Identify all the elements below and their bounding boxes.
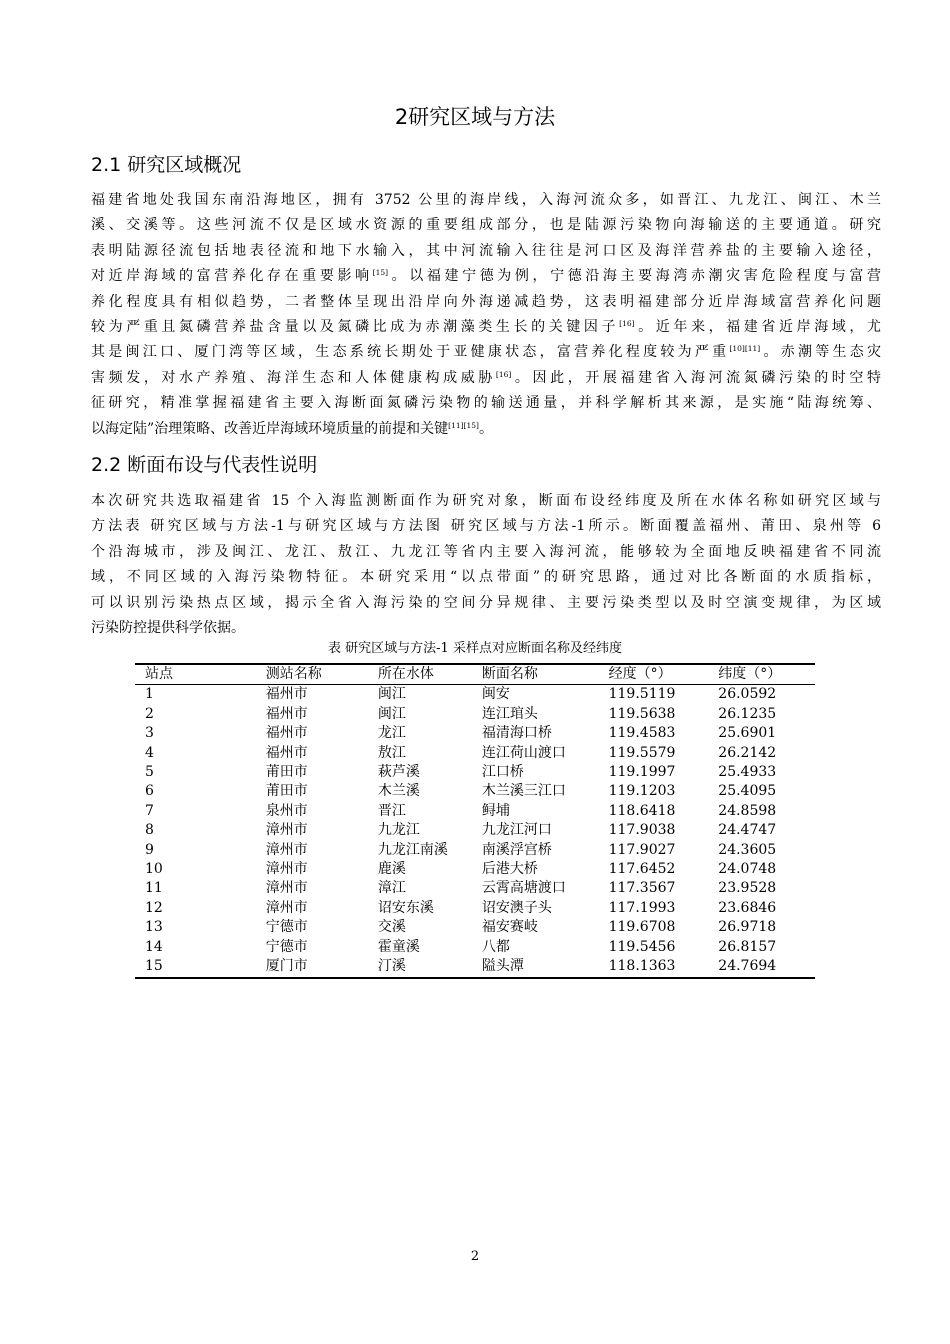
line-text-continued: 。近年来，福建省近岸海域，尤 bbox=[634, 318, 882, 335]
header-longitude: 经度（°） bbox=[608, 666, 672, 682]
cell-site: 13 bbox=[145, 919, 163, 936]
table-body bbox=[135, 685, 815, 978]
cell-station-name: 宁德市 bbox=[265, 919, 308, 936]
table-row bbox=[135, 899, 815, 918]
line-text: 溪、交溪等。这些河流不仅是区域水资源的重要组成部分，也是陆源污染物向海输送的主要通道。研究 bbox=[91, 217, 881, 234]
line-text-continued: 。 bbox=[478, 420, 493, 437]
cell-longitude: 117.9038 bbox=[608, 822, 676, 839]
section-layout-line bbox=[91, 489, 881, 514]
cell-site: 2 bbox=[145, 705, 154, 722]
cell-station-name: 宁德市 bbox=[265, 938, 308, 955]
cell-station-name: 泉州市 bbox=[265, 802, 308, 819]
citation-superscript: [10][11] bbox=[729, 344, 761, 354]
cell-longitude: 119.1203 bbox=[608, 783, 676, 800]
line-text: 方法表 研究区域与方法-1与研究区域与方法图 研究区域与方法-1所示。断面覆盖福州、莆田、泉州等 6 bbox=[91, 518, 881, 535]
header-station-name: 测站名称 bbox=[265, 666, 322, 682]
cell-latitude: 24.7694 bbox=[718, 958, 777, 975]
cell-station-name: 莆田市 bbox=[265, 783, 308, 800]
paragraph-study-area bbox=[91, 188, 881, 442]
cell-water-body: 闽江 bbox=[377, 686, 406, 703]
cell-site: 9 bbox=[145, 841, 154, 858]
cell-section-name: 江口桥 bbox=[481, 764, 524, 781]
table-row bbox=[135, 763, 815, 782]
line-text: 域，不同区域的入海污染物特征。本研究采用“以点带面”的研究思路，通过对比各断面的水质指标， bbox=[91, 569, 881, 586]
cell-longitude: 118.1363 bbox=[608, 958, 676, 975]
section-layout-line bbox=[91, 591, 881, 616]
line-text: 可以识别污染热点区域，揭示全省入海污染的空间分异规律、主要污染类型以及时空演变规律，为区域 bbox=[91, 594, 881, 611]
cell-site: 12 bbox=[145, 899, 163, 916]
cell-latitude: 23.9528 bbox=[718, 880, 777, 897]
cell-section-name: 福清海口桥 bbox=[481, 725, 552, 742]
cell-section-name: 鲟埔 bbox=[481, 802, 510, 819]
cell-station-name: 厦门市 bbox=[265, 958, 308, 975]
cell-latitude: 26.8157 bbox=[718, 938, 777, 955]
sampling-sites-table bbox=[135, 663, 815, 979]
cell-section-name: 南溪浮宫桥 bbox=[481, 841, 552, 858]
header-water-body: 所在水体 bbox=[377, 666, 434, 682]
study-area-line bbox=[91, 188, 881, 213]
line-text: 征研究，精准掌握福建省主要入海断面氮磷污染物的输送通量，并科学解析其来源，是实施“陆海统筹、 bbox=[91, 395, 881, 412]
citation-superscript: [15] bbox=[372, 268, 389, 278]
cell-latitude: 25.6901 bbox=[718, 725, 777, 742]
cell-station-name: 福州市 bbox=[265, 744, 308, 761]
cell-site: 14 bbox=[145, 938, 163, 955]
cell-longitude: 119.4583 bbox=[608, 725, 676, 742]
cell-station-name: 漳州市 bbox=[265, 841, 308, 858]
study-area-line bbox=[91, 391, 881, 416]
cell-site: 7 bbox=[145, 802, 154, 819]
cell-section-name: 闽安 bbox=[481, 686, 510, 703]
line-text: 对近岸海域的富营养化存在重要影响 bbox=[91, 268, 373, 285]
header-site: 站点 bbox=[145, 666, 173, 682]
cell-longitude: 117.6452 bbox=[608, 861, 676, 878]
cell-station-name: 漳州市 bbox=[265, 861, 308, 878]
study-area-line bbox=[91, 315, 881, 340]
cell-longitude: 118.6418 bbox=[608, 802, 676, 819]
cell-station-name: 漳州市 bbox=[265, 899, 308, 916]
citation-superscript: [16] bbox=[495, 369, 512, 379]
table-row bbox=[135, 685, 815, 705]
cell-latitude: 26.9718 bbox=[718, 919, 777, 936]
line-text: 福建省地处我国东南沿海地区，拥有 3752 公里的海岸线，入海河流众多，如晋江、九龙江、闽江、木兰 bbox=[91, 192, 881, 208]
cell-station-name: 莆田市 bbox=[265, 764, 308, 781]
cell-latitude: 24.4747 bbox=[718, 822, 777, 839]
study-area-line bbox=[91, 239, 881, 264]
cell-water-body: 龙江 bbox=[377, 725, 406, 742]
table-row bbox=[135, 879, 815, 898]
study-area-line bbox=[91, 417, 881, 442]
cell-station-name: 福州市 bbox=[265, 725, 308, 742]
table-row bbox=[135, 802, 815, 821]
cell-site: 6 bbox=[145, 783, 154, 800]
section-layout-line bbox=[91, 565, 881, 590]
cell-latitude: 25.4933 bbox=[718, 764, 777, 781]
line-text: 本次研究共选取福建省 15 个入海监测断面作为研究对象，断面布设经纬度及所在水体名称如研究区域与 bbox=[91, 493, 881, 509]
table-row bbox=[135, 957, 815, 977]
cell-section-name: 九龙江河口 bbox=[481, 822, 552, 839]
cell-water-body: 木兰溪 bbox=[377, 783, 420, 800]
table-caption: 表 研究区域与方法-1 采样点对应断面名称及经纬度 bbox=[328, 641, 622, 656]
cell-station-name: 福州市 bbox=[265, 705, 308, 722]
page-number: 2 bbox=[470, 1249, 480, 1264]
cell-water-body: 萩芦溪 bbox=[377, 764, 420, 781]
line-text: 较为严重且氮磷营养盐含量以及氮磷比成为赤潮藻类生长的关键因子 bbox=[91, 318, 620, 335]
section-layout-line bbox=[91, 616, 881, 641]
cell-longitude: 117.9027 bbox=[608, 841, 676, 858]
cell-water-body: 闽江 bbox=[377, 705, 406, 722]
cell-water-body: 漳江 bbox=[377, 880, 406, 897]
cell-station-name: 福州市 bbox=[265, 686, 308, 703]
cell-longitude: 119.6708 bbox=[608, 919, 676, 936]
line-text: 养化程度具有相似趋势，二者整体呈现出沿岸向外海递减趋势，这表明福建部分近岸海域富营养化问题 bbox=[91, 293, 881, 310]
cell-water-body: 九龙江南溪 bbox=[377, 841, 448, 858]
citation-superscript: [11][15] bbox=[448, 420, 479, 430]
cell-site: 10 bbox=[145, 861, 163, 878]
cell-water-body: 敖江 bbox=[377, 744, 406, 761]
cell-site: 5 bbox=[145, 764, 154, 781]
table-row bbox=[135, 821, 815, 840]
cell-latitude: 26.2142 bbox=[718, 744, 777, 761]
table-row bbox=[135, 918, 815, 937]
cell-latitude: 24.0748 bbox=[718, 861, 777, 878]
cell-longitude: 117.3567 bbox=[608, 880, 676, 897]
cell-section-name: 木兰溪三江口 bbox=[481, 783, 566, 800]
cell-water-body: 九龙江 bbox=[377, 822, 420, 839]
cell-longitude: 119.5119 bbox=[608, 686, 676, 703]
line-text-continued: 。因此，开展福建省入海河流氮磷污染的时空特 bbox=[511, 369, 882, 386]
line-text: 个沿海城市，涉及闽江、龙江、敖江、九龙江等省内主要入海河流，能够较为全面地反映福建省不同流 bbox=[91, 543, 881, 560]
cell-latitude: 24.3605 bbox=[718, 841, 777, 858]
section-heading-2-2: 2.2 断面布设与代表性说明 bbox=[91, 454, 318, 476]
cell-latitude: 24.8598 bbox=[718, 802, 777, 819]
cell-latitude: 23.6846 bbox=[718, 899, 777, 916]
study-area-line bbox=[91, 213, 881, 238]
table-row bbox=[135, 744, 815, 763]
table-header-row bbox=[135, 664, 815, 685]
table-row bbox=[135, 860, 815, 879]
line-text: 污染防控提供科学依据。 bbox=[91, 619, 245, 636]
cell-section-name: 连江荷山渡口 bbox=[481, 744, 566, 761]
cell-longitude: 119.5579 bbox=[608, 744, 676, 761]
cell-section-name: 八都 bbox=[481, 938, 510, 955]
cell-section-name: 隘头潭 bbox=[481, 958, 524, 975]
cell-station-name: 漳州市 bbox=[265, 822, 308, 839]
cell-water-body: 鹿溪 bbox=[377, 861, 406, 878]
cell-site: 4 bbox=[145, 744, 154, 761]
table-row bbox=[135, 705, 815, 724]
table-row bbox=[135, 841, 815, 860]
line-text: 以海定陆”治理策略、改善近岸海域环境质量的前提和关键 bbox=[91, 420, 449, 437]
citation-superscript: [16] bbox=[619, 318, 635, 328]
cell-latitude: 26.1235 bbox=[718, 705, 777, 722]
cell-longitude: 119.5638 bbox=[608, 705, 676, 722]
cell-water-body: 诏安东溪 bbox=[377, 899, 434, 916]
line-text-continued: 。以福建宁德为例，宁德沿海主要海湾赤潮灾害危险程度与富营 bbox=[388, 268, 881, 285]
line-text: 害频发，对水产养殖、海洋生态和人体健康构成威胁 bbox=[91, 369, 496, 386]
cell-water-body: 霍童溪 bbox=[377, 938, 420, 955]
cell-section-name: 后港大桥 bbox=[481, 861, 538, 878]
cell-longitude: 119.1997 bbox=[608, 764, 676, 781]
cell-longitude: 119.5456 bbox=[608, 938, 676, 955]
cell-section-name: 连江琯头 bbox=[481, 705, 538, 722]
table-row bbox=[135, 938, 815, 957]
study-area-line bbox=[91, 366, 881, 391]
cell-site: 8 bbox=[145, 822, 154, 839]
header-section-name: 断面名称 bbox=[481, 666, 538, 682]
section-layout-line bbox=[91, 540, 881, 565]
paragraph-section-layout bbox=[91, 489, 881, 641]
cell-site: 1 bbox=[145, 686, 154, 703]
cell-water-body: 交溪 bbox=[377, 919, 406, 936]
cell-latitude: 26.0592 bbox=[718, 686, 777, 703]
cell-section-name: 诏安澳子头 bbox=[481, 899, 552, 916]
line-text: 其是闽江口、厦门湾等区域，生态系统长期处于亚健康状态，富营养化程度较为严重 bbox=[91, 344, 730, 361]
cell-latitude: 25.4095 bbox=[718, 783, 777, 800]
table-row bbox=[135, 782, 815, 801]
cell-site: 11 bbox=[145, 880, 163, 897]
cell-water-body: 汀溪 bbox=[377, 958, 406, 975]
line-text: 表明陆源径流包括地表径流和地下水输入，其中河流输入往往是河口区及海洋营养盐的主要输入途径， bbox=[91, 242, 881, 259]
cell-site: 15 bbox=[145, 958, 163, 975]
cell-section-name: 福安赛岐 bbox=[481, 919, 538, 936]
section-heading-2-1: 2.1 研究区域概况 bbox=[91, 154, 242, 176]
cell-station-name: 漳州市 bbox=[265, 880, 308, 897]
line-text-continued: 。赤潮等生态灾 bbox=[760, 344, 882, 361]
header-latitude: 纬度（°） bbox=[718, 666, 782, 682]
chapter-title: 2研究区域与方法 bbox=[394, 105, 556, 129]
cell-site: 3 bbox=[145, 725, 154, 742]
cell-section-name: 云霄高塘渡口 bbox=[481, 880, 566, 897]
study-area-line bbox=[91, 264, 881, 289]
study-area-line bbox=[91, 290, 881, 315]
section-layout-line bbox=[91, 514, 881, 539]
table-row bbox=[135, 724, 815, 743]
cell-longitude: 117.1993 bbox=[608, 899, 676, 916]
cell-water-body: 晋江 bbox=[377, 802, 406, 819]
study-area-line bbox=[91, 340, 881, 365]
